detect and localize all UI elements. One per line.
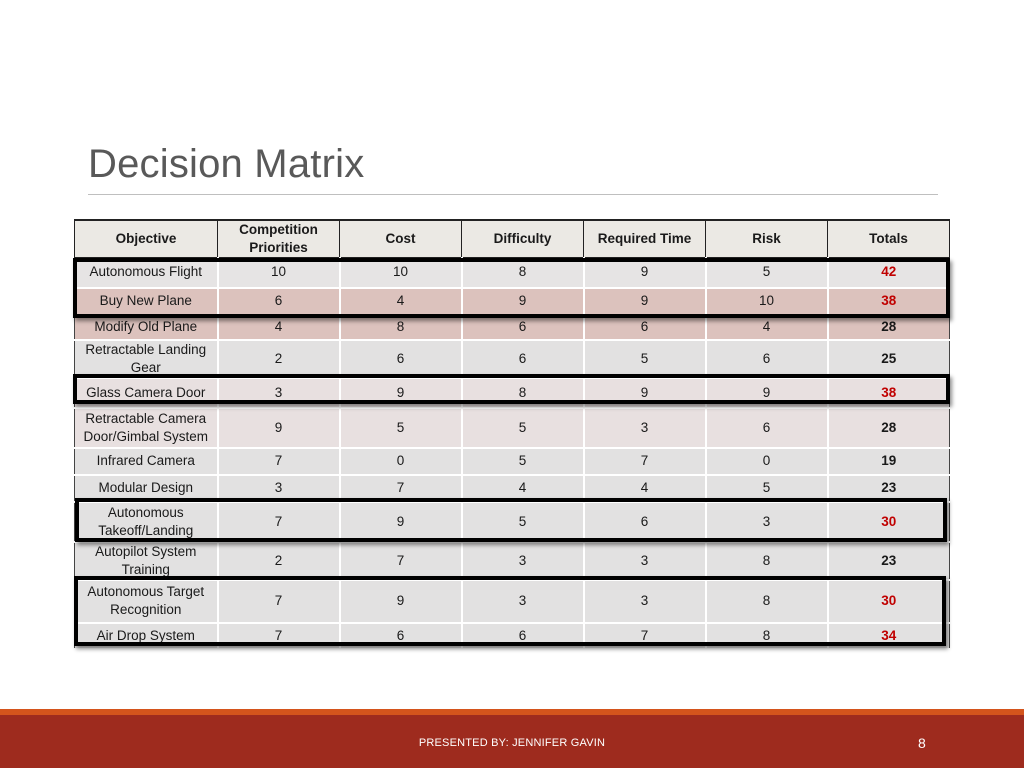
difficulty-cell: 8 xyxy=(462,378,584,408)
cost-cell: 8 xyxy=(340,315,462,340)
difficulty-cell: 6 xyxy=(462,623,584,649)
difficulty-cell: 5 xyxy=(462,502,584,542)
cost-cell: 6 xyxy=(340,623,462,649)
objective-cell: Modify Old Plane xyxy=(75,315,218,340)
header-totals: Totals xyxy=(828,220,950,258)
cost-cell: 9 xyxy=(340,580,462,623)
time-cell: 5 xyxy=(584,340,706,378)
total-cell: 23 xyxy=(828,475,950,502)
header-difficulty: Difficulty xyxy=(462,220,584,258)
competition-cell: 3 xyxy=(218,475,340,502)
total-cell: 30 xyxy=(828,502,950,542)
competition-cell: 7 xyxy=(218,502,340,542)
cost-cell: 7 xyxy=(340,475,462,502)
competition-cell: 7 xyxy=(218,580,340,623)
risk-cell: 8 xyxy=(706,623,828,649)
header-objective: Objective xyxy=(75,220,218,258)
cost-cell: 6 xyxy=(340,340,462,378)
competition-cell: 7 xyxy=(218,623,340,649)
header-cost: Cost xyxy=(340,220,462,258)
difficulty-cell: 8 xyxy=(462,258,584,288)
objective-cell: Autopilot System Training xyxy=(75,542,218,580)
risk-cell: 5 xyxy=(706,475,828,502)
objective-cell: Retractable Landing Gear xyxy=(75,340,218,378)
time-cell: 3 xyxy=(584,542,706,580)
time-cell: 6 xyxy=(584,502,706,542)
highlight-box-autonomous-takeoff xyxy=(75,498,947,542)
difficulty-cell: 6 xyxy=(462,340,584,378)
header-required-time: Required Time xyxy=(584,220,706,258)
difficulty-cell: 5 xyxy=(462,408,584,448)
competition-cell: 7 xyxy=(218,448,340,475)
objective-cell: Infrared Camera xyxy=(75,448,218,475)
competition-cell: 10 xyxy=(218,258,340,288)
competition-cell: 2 xyxy=(218,340,340,378)
competition-cell: 4 xyxy=(218,315,340,340)
time-cell: 9 xyxy=(584,378,706,408)
time-cell: 4 xyxy=(584,475,706,502)
table-row xyxy=(75,408,950,448)
total-cell: 30 xyxy=(828,580,950,623)
total-cell: 42 xyxy=(828,258,950,288)
difficulty-cell: 3 xyxy=(462,580,584,623)
footer-bar xyxy=(0,715,1024,768)
highlight-box-target-and-air-drop xyxy=(74,576,946,646)
time-cell: 3 xyxy=(584,580,706,623)
difficulty-cell: 5 xyxy=(462,448,584,475)
objective-cell: Modular Design xyxy=(75,475,218,502)
objective-cell: Autonomous Flight xyxy=(75,258,218,288)
page-number: 8 xyxy=(918,735,926,751)
competition-cell: 2 xyxy=(218,542,340,580)
risk-cell: 6 xyxy=(706,340,828,378)
risk-cell: 9 xyxy=(706,378,828,408)
time-cell: 7 xyxy=(584,448,706,475)
objective-cell: Air Drop System xyxy=(75,623,218,649)
risk-cell: 10 xyxy=(706,288,828,315)
risk-cell: 4 xyxy=(706,315,828,340)
difficulty-cell: 4 xyxy=(462,475,584,502)
table-row xyxy=(75,448,950,475)
total-cell: 19 xyxy=(828,448,950,475)
risk-cell: 8 xyxy=(706,580,828,623)
total-cell: 34 xyxy=(828,623,950,649)
risk-cell: 3 xyxy=(706,502,828,542)
objective-cell: Autonomous Takeoff/Landing xyxy=(75,502,218,542)
objective-cell: Glass Camera Door xyxy=(75,378,218,408)
objective-cell: Autonomous Target Recognition xyxy=(75,580,218,623)
cost-cell: 4 xyxy=(340,288,462,315)
cost-cell: 9 xyxy=(340,378,462,408)
table-header-row xyxy=(75,220,950,258)
cost-cell: 10 xyxy=(340,258,462,288)
total-cell: 28 xyxy=(828,315,950,340)
highlight-box-flight-and-new-plane xyxy=(73,258,950,318)
objective-cell: Buy New Plane xyxy=(75,288,218,315)
table-row xyxy=(75,340,950,378)
table-row xyxy=(75,542,950,580)
time-cell: 3 xyxy=(584,408,706,448)
competition-cell: 6 xyxy=(218,288,340,315)
cost-cell: 9 xyxy=(340,502,462,542)
time-cell: 9 xyxy=(584,258,706,288)
table-row xyxy=(75,315,950,340)
cost-cell: 7 xyxy=(340,542,462,580)
title-divider xyxy=(88,194,938,195)
total-cell: 38 xyxy=(828,378,950,408)
objective-cell: Retractable Camera Door/Gimbal System xyxy=(75,408,218,448)
cost-cell: 0 xyxy=(340,448,462,475)
highlight-box-glass-camera-door xyxy=(73,374,950,404)
difficulty-cell: 9 xyxy=(462,288,584,315)
risk-cell: 5 xyxy=(706,258,828,288)
risk-cell: 6 xyxy=(706,408,828,448)
difficulty-cell: 3 xyxy=(462,542,584,580)
total-cell: 23 xyxy=(828,542,950,580)
time-cell: 6 xyxy=(584,315,706,340)
header-competition-priorities: Competition Priorities xyxy=(218,220,340,258)
time-cell: 9 xyxy=(584,288,706,315)
difficulty-cell: 6 xyxy=(462,315,584,340)
total-cell: 28 xyxy=(828,408,950,448)
competition-cell: 3 xyxy=(218,378,340,408)
header-risk: Risk xyxy=(706,220,828,258)
time-cell: 7 xyxy=(584,623,706,649)
risk-cell: 0 xyxy=(706,448,828,475)
competition-cell: 9 xyxy=(218,408,340,448)
total-cell: 38 xyxy=(828,288,950,315)
slide-title: Decision Matrix xyxy=(88,142,365,186)
total-cell: 25 xyxy=(828,340,950,378)
footer-presenter: PRESENTED BY: JENNIFER GAVIN xyxy=(418,737,606,749)
cost-cell: 5 xyxy=(340,408,462,448)
risk-cell: 8 xyxy=(706,542,828,580)
